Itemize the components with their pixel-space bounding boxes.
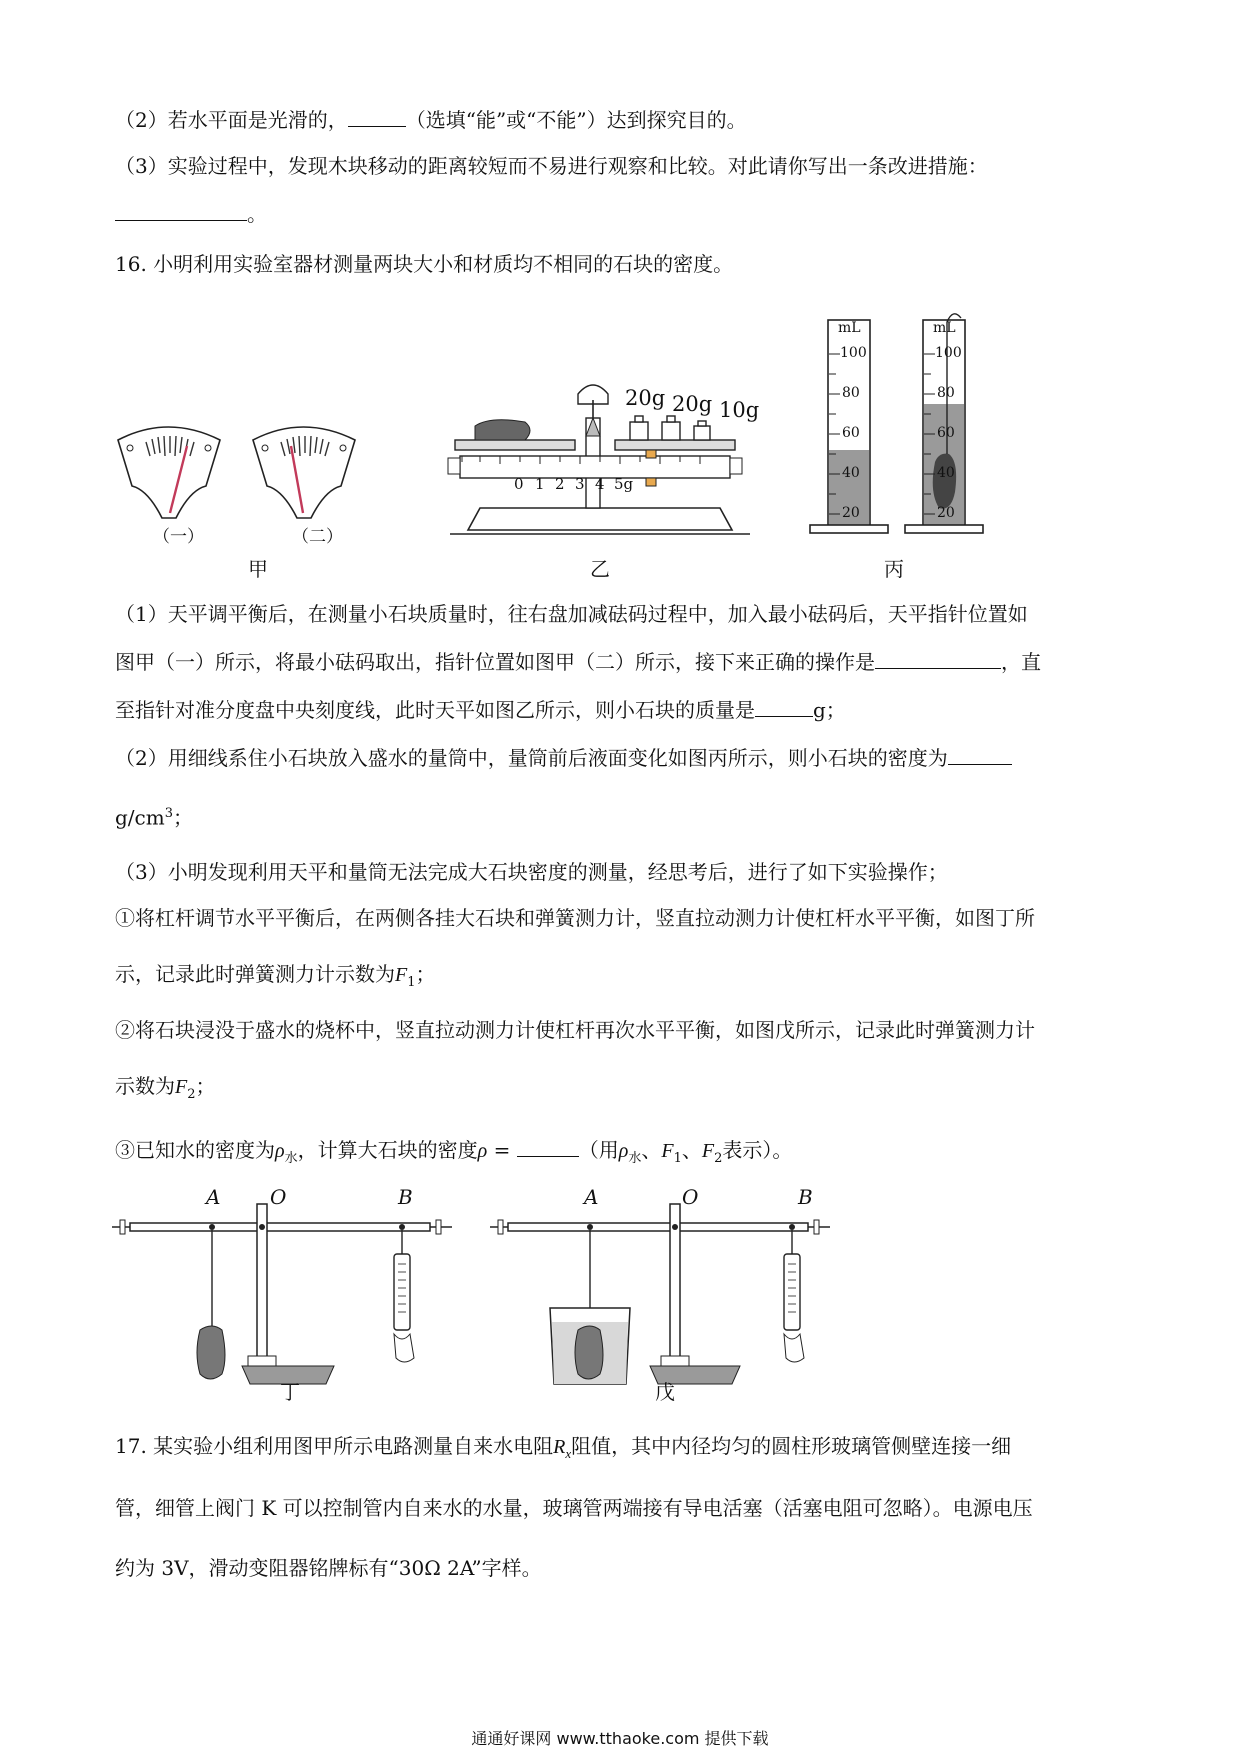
lever-bar	[508, 1223, 808, 1231]
weight-label: 10g	[719, 398, 760, 422]
q15-sub2: （2）若水平面是光滑的， （选填“能”或“不能”）达到探究目的。	[115, 108, 747, 132]
answer-blank[interactable]	[115, 200, 247, 221]
q16-sub2: （2）用细线系住小石块放入盛水的量筒中，量筒前后液面变化如图丙所示，则小石块的密度为	[115, 744, 1012, 772]
spring-scale	[784, 1254, 800, 1330]
tick-label: 60	[937, 425, 955, 441]
q15-sub3: （3）实验过程中，发现木块移动的距离较短而不易进行观察和比较。对此请你写出一条改进措施：	[115, 154, 988, 178]
tick-label: 20	[937, 505, 955, 521]
point-a-label: A	[206, 1185, 221, 1209]
rider	[646, 450, 656, 458]
q16-sub3-step1-line2: 示，记录此时弹簧测力计示数为$F_1$；	[115, 962, 436, 990]
lever-bar	[130, 1223, 430, 1231]
scale-label: 2	[555, 475, 565, 493]
balance-base	[468, 508, 732, 530]
q16-sub1-line2: 图甲（一）所示，将最小砝码取出，指针位置如图甲（二）所示，接下来正确的操作是 ，直	[115, 650, 1041, 674]
q15-sub3-answer: 。	[115, 200, 267, 228]
unit-label: mL	[933, 320, 956, 336]
tick-label: 100	[935, 345, 962, 361]
stone-small	[475, 420, 530, 440]
tick-label: 20	[842, 505, 860, 521]
answer-blank[interactable]	[948, 744, 1012, 765]
left-pan	[455, 440, 575, 450]
scale-label: 5g	[614, 475, 634, 493]
tick-label: 80	[842, 385, 860, 401]
tick-label: 40	[937, 465, 955, 481]
q16-sub2-unit: $g/cm^3$；	[115, 805, 193, 830]
figure-ding-lever	[112, 1198, 472, 1388]
big-stone	[197, 1326, 225, 1379]
point-o-label: O	[682, 1185, 699, 1209]
point-o-label: O	[270, 1185, 287, 1209]
q16-sub3-step2-line2: 示数为$F_2$；	[115, 1074, 216, 1102]
figure-bing-caption: 丙	[884, 557, 904, 581]
tick-label: 80	[937, 385, 955, 401]
hand	[784, 1334, 804, 1362]
point-b-label: B	[398, 1185, 413, 1209]
unit-label: mL	[838, 320, 861, 336]
dial-two-label: （二）	[292, 527, 343, 547]
point-b-label: B	[798, 1185, 813, 1209]
q16-sub3-step3: ③已知水的密度为$\rho_水$，计算大石块的密度ρ = （用$\rho_水$、$F_1$、$F_2$表示）。	[115, 1138, 793, 1166]
point-a-label: A	[584, 1185, 599, 1209]
weights	[630, 416, 710, 440]
answer-blank[interactable]	[875, 648, 1001, 669]
figure-bing-cylinders	[800, 312, 1000, 542]
q17-line1: 17. 某实验小组利用图甲所示电路测量自来水电阻$R_x$阻值，其中内径均匀的圆柱形玻璃管侧壁连接一细	[115, 1434, 1012, 1461]
answer-blank[interactable]	[348, 106, 406, 127]
tick-label: 100	[840, 345, 867, 361]
right-pan	[615, 440, 735, 450]
big-stone	[575, 1326, 603, 1379]
dial-one-label: （一）	[153, 527, 204, 547]
dial-one	[118, 427, 220, 518]
q16-sub1-line3: 至指针对准分度盘中央刻度线，此时天平如图乙所示，则小石块的质量是 g；	[115, 698, 846, 722]
figure-jia-caption: 甲	[248, 557, 268, 581]
weight-label: 20g	[625, 386, 666, 410]
q16-sub3-intro: （3）小明发现利用天平和量筒无法完成大石块密度的测量，经思考后，进行了如下实验操作；	[115, 860, 948, 884]
figure-yi-caption: 乙	[590, 557, 610, 581]
hand	[394, 1334, 414, 1362]
figure-wu-lever	[490, 1198, 850, 1388]
answer-blank[interactable]	[755, 696, 813, 717]
answer-blank[interactable]	[517, 1136, 579, 1157]
weight-label: 20g	[672, 392, 713, 416]
q16-sub3-step1-line1: ①将杠杆调节水平平衡后，在两侧各挂大石块和弹簧测力计，竖直拉动测力计使杠杆水平平衡，如图丁所	[115, 906, 1035, 930]
scale-label: 1	[535, 475, 545, 493]
scale-label: 0	[514, 475, 524, 493]
q17-line3: 约为 3V，滑动变阻器铭牌标有“30Ω 2A”字样。	[115, 1556, 542, 1580]
figure-wu-caption: 戊	[655, 1380, 675, 1404]
q16-stem: 16. 小明利用实验室器材测量两块大小和材质均不相同的石块的密度。	[115, 252, 734, 276]
scale-label: 4	[595, 475, 605, 493]
tick-label: 40	[842, 465, 860, 481]
scale-label: 3	[575, 475, 585, 493]
spring-scale	[394, 1254, 410, 1330]
page-footer: 通通好课网 www.tthaoke.com 提供下载	[471, 1729, 769, 1748]
q16-sub3-step2-line1: ②将石块浸没于盛水的烧杯中，竖直拉动测力计使杠杆再次水平平衡，如图戊所示，记录此时弹簧测力计	[115, 1018, 1035, 1042]
figure-ding-caption: 丁	[280, 1380, 300, 1404]
dial-two	[253, 427, 355, 518]
tick-label: 60	[842, 425, 860, 441]
q16-sub1-line1: （1）天平调平衡后，在测量小石块质量时，往右盘加减砝码过程中，加入最小砝码后，天平指针位置如	[115, 602, 1028, 626]
q17-line2: 管，细管上阀门 K 可以控制管内自来水的水量，玻璃管两端接有导电活塞（活塞电阻可忽略）。电源电压	[115, 1496, 1033, 1520]
